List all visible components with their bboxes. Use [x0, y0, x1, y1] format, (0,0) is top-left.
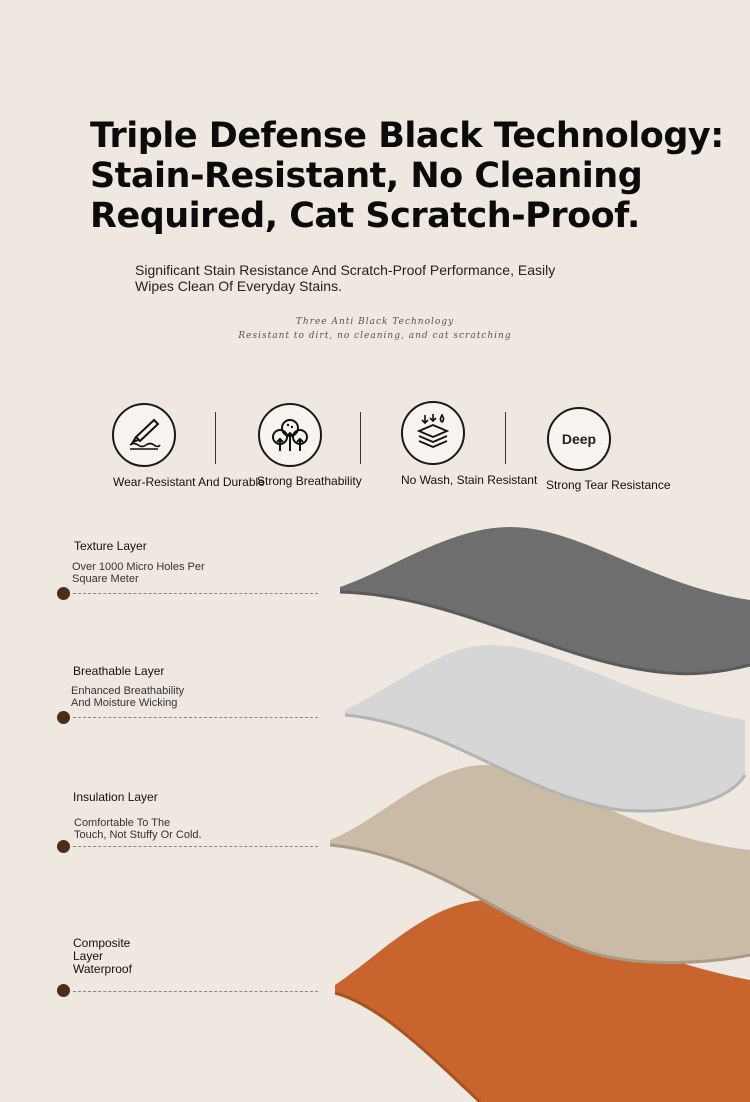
- title-line-3: Required, Cat Scratch-Proof.: [90, 196, 640, 236]
- subtitle-line-1: Significant Stain Resistance And Scratch-Proof Performance, Easily: [135, 262, 556, 278]
- feature-label-wear: Wear-Resistant And Durable: [113, 475, 265, 489]
- feature-label-breathability: Strong Breathability: [257, 474, 362, 488]
- layer-desc-texture: [72, 561, 205, 585]
- layer-marker-dot: [57, 711, 70, 724]
- feature-divider: [215, 412, 216, 464]
- layer-desc-line: Over 1000 Micro Holes Per: [72, 561, 205, 573]
- layer-title-line: Composite: [73, 936, 131, 950]
- deep-badge-icon: [547, 407, 611, 471]
- title-line-1: Triple Defense Black Technology:: [90, 116, 724, 156]
- title-line-2: Stain-Resistant, No Cleaning: [90, 156, 643, 196]
- layer-title-breathable: Breathable Layer: [73, 664, 165, 678]
- water-drop-layers-icon: [401, 401, 465, 465]
- deep-badge-text: Deep: [561, 431, 597, 447]
- layer-title-composite: [73, 937, 132, 976]
- subtitle: [135, 262, 635, 294]
- layer-desc-line: Comfortable To The: [74, 817, 171, 829]
- layer-stack-illustration: [320, 515, 750, 1102]
- layer-leader-line: [73, 991, 318, 992]
- layer-marker-dot: [57, 587, 70, 600]
- layer-marker-dot: [57, 984, 70, 997]
- layer-desc-line: Touch, Not Stuffy Or Cold.: [74, 829, 202, 841]
- blade-scratch-icon: [112, 403, 176, 467]
- layer-title-texture: Texture Layer: [74, 539, 147, 553]
- layer-desc-breathable: [71, 685, 184, 709]
- layer-desc-line: Enhanced Breathability: [71, 685, 185, 697]
- layer-title-insulation: Insulation Layer: [73, 790, 158, 804]
- feature-divider: [505, 412, 506, 464]
- feature-label-tear: Strong Tear Resistance: [546, 478, 671, 492]
- layer-desc-line: And Moisture Wicking: [71, 697, 178, 709]
- layer-leader-line: [73, 846, 318, 847]
- layer-desc-insulation: [74, 817, 202, 841]
- script-line-2: Resistant to dirt, no cleaning, and cat scratching: [238, 331, 512, 341]
- feature-label-stain: No Wash, Stain Resistant: [401, 473, 538, 487]
- breathability-trees-icon: [258, 403, 322, 467]
- layer-desc-line: Square Meter: [72, 573, 139, 585]
- layer-title-line: Layer: [73, 949, 104, 963]
- layer-leader-line: [73, 717, 318, 718]
- layer-title-line: Waterproof: [73, 962, 132, 976]
- script-line-1: Three Anti Black Technology: [295, 317, 455, 327]
- layer-leader-line: [73, 593, 318, 594]
- layer-marker-dot: [57, 840, 70, 853]
- feature-divider: [360, 412, 361, 464]
- page-title: [90, 116, 724, 236]
- subtitle-line-2: Wipes Clean Of Everyday Stains.: [135, 278, 342, 294]
